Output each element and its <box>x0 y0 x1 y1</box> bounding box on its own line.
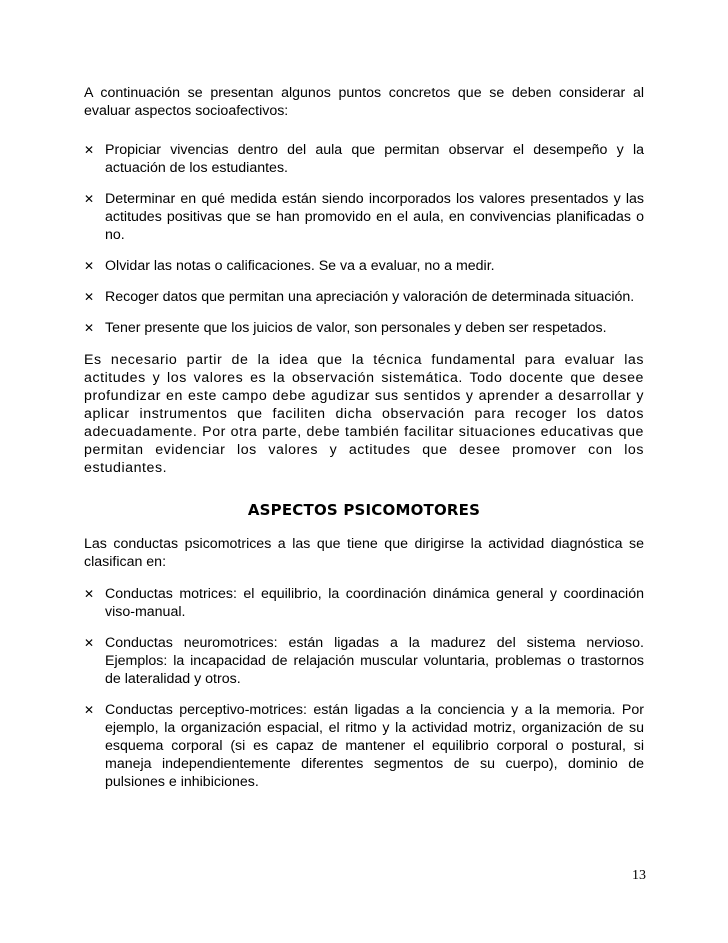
list-item <box>84 141 644 177</box>
list-item-text: Conductas perceptivo-motrices: están ligadas a la conciencia y a la memoria. Por ejemplo, la organización espacial, el ritmo y la actividad motriz, organización de su esquema corporal (si es capaz de mantener el equilibrio corporal o postural, si maneja independientemente diferentes segmentos de su cuerpo), dominio de pulsiones e inhibiciones. <box>105 702 644 790</box>
list-item-text: Determinar en qué medida están siendo incorporados los valores presentados y las actitudes positivas que se han promovido en el aula, en convivencias planificadas o no. <box>105 191 644 243</box>
x-bullet-icon: ✕ <box>84 259 95 273</box>
observation-paragraph: Es necesario partir de la idea que la técnica fundamental para evaluar las actitudes y los valores es la observación sistemática. Todo docente que desee profundizar en este campo debe agudizar sus sentidos y aprender a desarrollar y aplicar instrumentos que faciliten dicha observación para recoger los datos adecuadamente. Por otra parte, debe también facilitar situaciones educativas que permitan evidenciar los valores y actitudes que desee promover con los estudiantes. <box>84 352 644 476</box>
list-item-text: Conductas motrices: el equilibrio, la coordinación dinámica general y coordinación viso-manual. <box>105 586 644 620</box>
page-number: 13 <box>632 868 646 883</box>
intro-paragraph: A continuación se presentan algunos puntos concretos que se deben considerar al evaluar aspectos socioafectivos: <box>84 85 644 119</box>
list-item <box>84 701 644 791</box>
list-item <box>84 288 644 306</box>
section-heading: ASPECTOS PSICOMOTORES <box>247 501 481 519</box>
list-item <box>84 319 644 337</box>
psychomotor-list <box>84 585 644 791</box>
page-content <box>84 84 644 804</box>
list-item <box>84 257 644 275</box>
x-bullet-icon: ✕ <box>84 321 95 335</box>
list-item-text: Conductas neuromotrices: están ligadas a la madurez del sistema nervioso. Ejemplos: la incapacidad de relajación muscular voluntaria, problemas o trastornos de lateralidad y otros. <box>105 635 644 687</box>
list-item-text: Olvidar las notas o calificaciones. Se va a evaluar, no a medir. <box>105 258 495 274</box>
list-item-text: Tener presente que los juicios de valor, son personales y deben ser respetados. <box>105 320 607 336</box>
psychomotor-intro: Las conductas psicomotrices a las que tiene que dirigirse la actividad diagnóstica se clasifican en: <box>84 536 644 570</box>
x-bullet-icon: ✕ <box>84 290 95 304</box>
list-item-text: Propiciar vivencias dentro del aula que permitan observar el desempeño y la actuación de los estudiantes. <box>105 142 644 176</box>
x-bullet-icon: ✕ <box>84 587 95 601</box>
x-bullet-icon: ✕ <box>84 192 95 206</box>
x-bullet-icon: ✕ <box>84 143 95 157</box>
list-item <box>84 190 644 244</box>
list-item <box>84 634 644 688</box>
socioaffective-list <box>84 141 644 337</box>
list-item <box>84 585 644 621</box>
x-bullet-icon: ✕ <box>84 636 95 650</box>
x-bullet-icon: ✕ <box>84 703 95 717</box>
list-item-text: Recoger datos que permitan una apreciación y valoración de determinada situación. <box>105 289 635 305</box>
